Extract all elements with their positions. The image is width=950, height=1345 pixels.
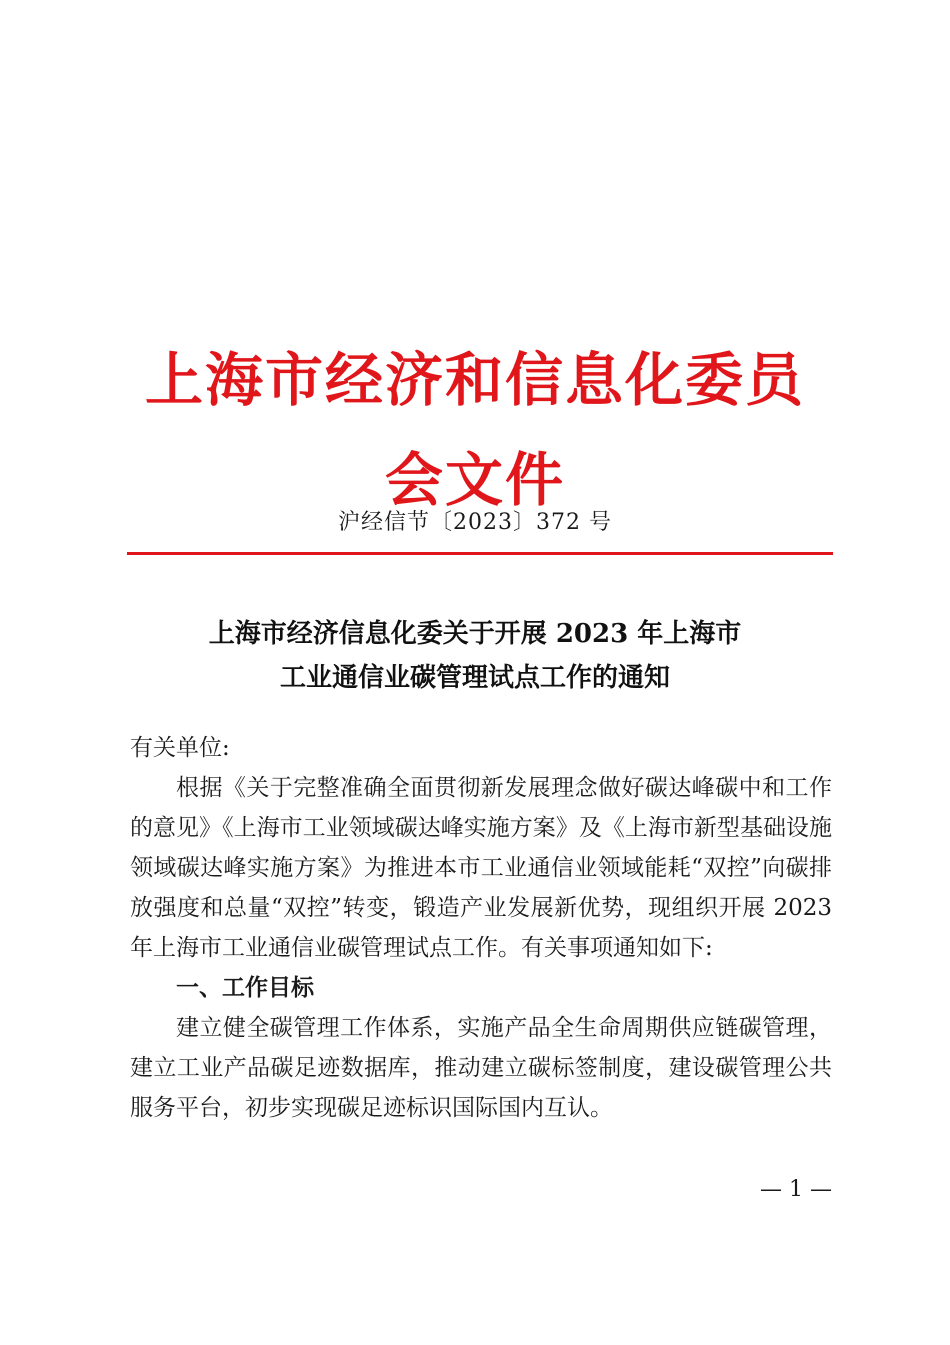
intro-paragraph: 根据《关于完整准确全面贯彻新发展理念做好碳达峰碳中和工作的意见》《上海市工业领域碳达峰实施方案》及《上海市新型基础设施领域碳达峰实施方案》为推进本市工业通信业领域能耗“双控”向碳排放强度和总量“双控”转变，锻造产业发展新优势，现组织开展 2023 年上海市工业通信业碳管理试点工作。有关事项通知如下:	[130, 775, 832, 961]
notice-title-line1: 上海市经济信息化委关于开展 2023 年上海市	[208, 619, 742, 649]
notice-body	[130, 728, 832, 1128]
masthead-title: 上海市经济和信息化委员会文件	[144, 346, 805, 514]
section-1-paragraph: 建立健全碳管理工作体系，实施产品全生命周期供应链碳管理，建立工业产品碳足迹数据库，推动建立碳标签制度，建设碳管理公共服务平台，初步实现碳足迹标识国际国内互认。	[130, 1015, 832, 1121]
document-number: 沪经信节〔2023〕372 号	[338, 510, 612, 535]
section-heading-1: 一、工作目标	[176, 975, 314, 1001]
red-divider-rule	[127, 552, 833, 555]
salutation: 有关单位:	[130, 735, 230, 761]
page-number: — 1 —	[760, 1177, 832, 1202]
notice-title	[120, 612, 830, 700]
notice-title-line2: 工业通信业碳管理试点工作的通知	[279, 663, 670, 693]
